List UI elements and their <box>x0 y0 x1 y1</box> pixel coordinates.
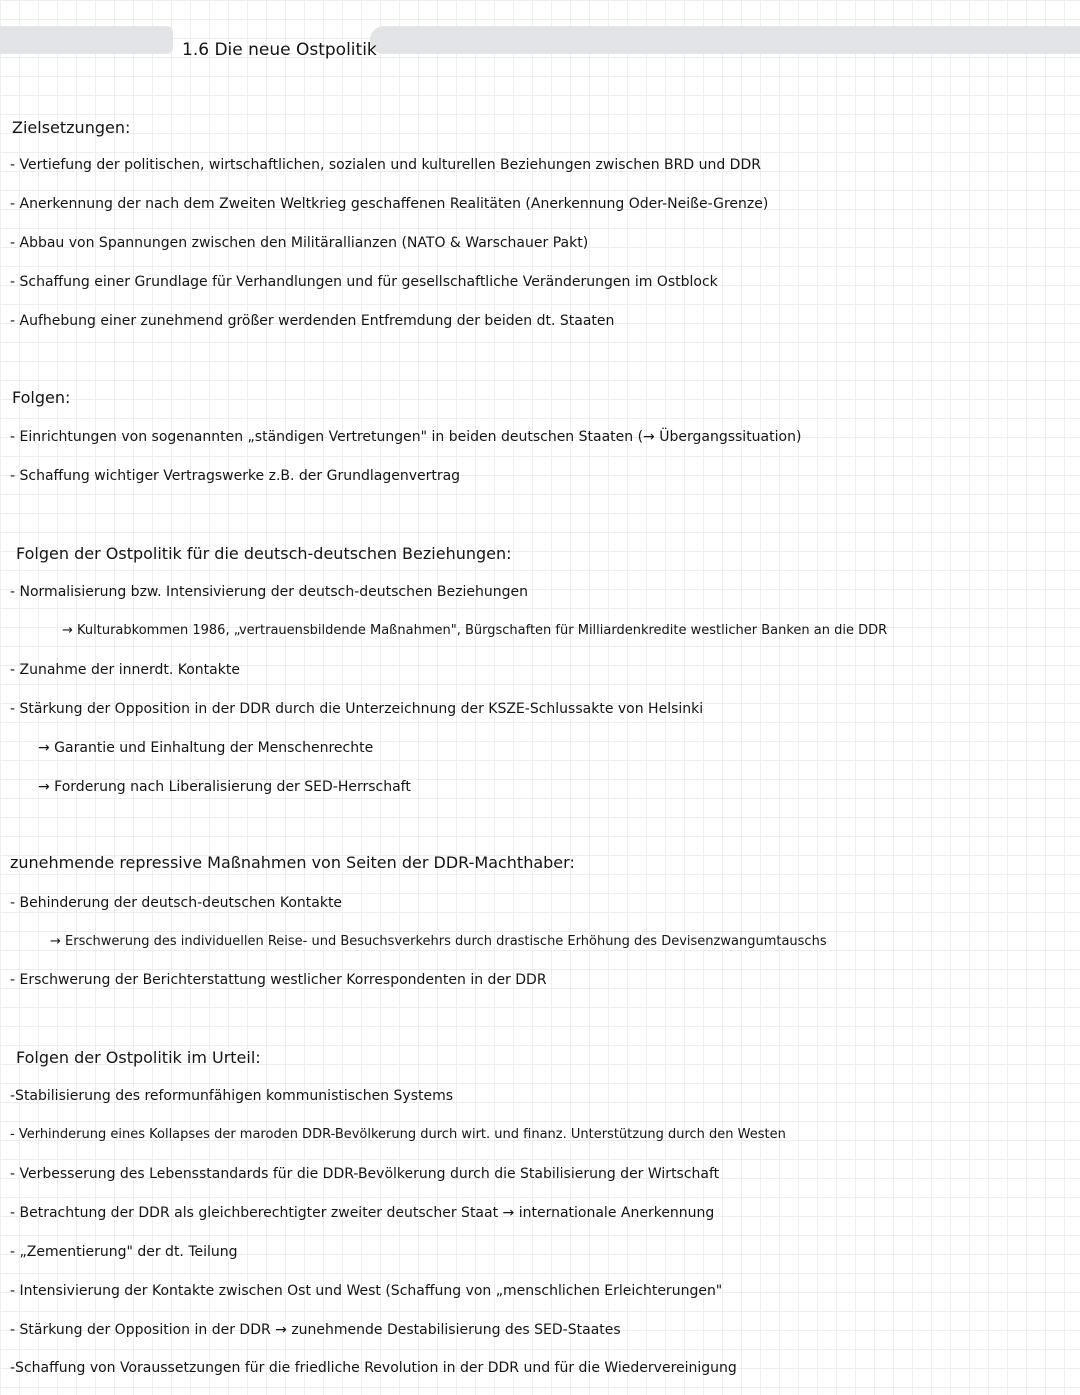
list-item: - Schaffung einer Grundlage für Verhandlungen und für gesellschaftliche Veränderungen im Ostblock <box>10 274 718 290</box>
header-bar-left <box>0 26 173 54</box>
list-item: -Schaffung von Voraussetzungen für die friedliche Revolution in der DDR und für die Wiedervereinigung <box>10 1360 737 1376</box>
header-bar-right <box>370 26 1080 54</box>
list-item: - Verbesserung des Lebensstandards für die DDR-Bevölkerung durch die Stabilisierung der Wirtschaft <box>10 1166 720 1182</box>
section-heading-repressive-massnahmen: zunehmende repressive Maßnahmen von Seiten der DDR-Machthaber: <box>10 853 575 872</box>
list-item: - Erschwerung der Berichterstattung westlicher Korrespondenten in der DDR <box>10 972 547 988</box>
section-heading-folgen: Folgen: <box>12 388 71 407</box>
list-item: -Stabilisierung des reformunfähigen kommunistischen Systems <box>10 1088 454 1104</box>
list-item: - Stärkung der Opposition in der DDR → zunehmende Destabilisierung des SED-Staates <box>10 1322 621 1338</box>
list-item: - Normalisierung bzw. Intensivierung der deutsch-deutschen Beziehungen <box>10 584 528 600</box>
list-item: - Stärkung der Opposition in der DDR durch die Unterzeichnung der KSZE-Schlussakte von Helsinki <box>10 701 704 717</box>
section-heading-urteil: Folgen der Ostpolitik im Urteil: <box>16 1048 261 1067</box>
page-title: 1.6 Die neue Ostpolitik <box>182 40 377 60</box>
list-subitem: → Forderung nach Liberalisierung der SED-Herrschaft <box>38 779 411 795</box>
section-heading-deutsch-deutsche-beziehungen: Folgen der Ostpolitik für die deutsch-deutschen Beziehungen: <box>16 544 512 563</box>
list-item: - Schaffung wichtiger Vertragswerke z.B. der Grundlagenvertrag <box>10 468 461 484</box>
list-item: - Vertiefung der politischen, wirtschaftlichen, sozialen und kulturellen Beziehungen zwischen BRD und DDR <box>10 157 761 173</box>
list-item: - Zunahme der innerdt. Kontakte <box>10 662 240 678</box>
list-item: - Einrichtungen von sogenannten „ständigen Vertretungen" in beiden deutschen Staaten (→ Übergangssituation) <box>10 429 802 445</box>
section-heading-zielsetzungen: Zielsetzungen: <box>12 118 131 137</box>
list-item: - Betrachtung der DDR als gleichberechtigter zweiter deutscher Staat → internationale Anerkennung <box>10 1205 715 1221</box>
list-item: - Verhinderung eines Kollapses der maroden DDR-Bevölkerung durch wirt. und finanz. Unterstützung durch den Westen <box>10 1127 786 1142</box>
list-item: - Abbau von Spannungen zwischen den Militärallianzen (NATO & Warschauer Pakt) <box>10 235 589 251</box>
list-item: - Behinderung der deutsch-deutschen Kontakte <box>10 895 343 911</box>
list-subitem: → Kulturabkommen 1986, „vertrauensbildende Maßnahmen", Bürgschaften für Milliardenkredite westlicher Banken an die DDR <box>62 623 888 638</box>
list-item: - „Zementierung" der dt. Teilung <box>10 1244 238 1260</box>
list-subitem: → Erschwerung des individuellen Reise- und Besuchsverkehrs durch drastische Erhöhung des Devisenzwangumtauschs <box>50 934 827 949</box>
list-item: - Anerkennung der nach dem Zweiten Weltkrieg geschaffenen Realitäten (Anerkennung Oder-Neiße-Grenze) <box>10 196 769 212</box>
list-item: - Intensivierung der Kontakte zwischen Ost und West (Schaffung von „menschlichen Erleichterungen" <box>10 1283 723 1299</box>
list-subitem: → Garantie und Einhaltung der Menschenrechte <box>38 740 374 756</box>
list-item: - Aufhebung einer zunehmend größer werdenden Entfremdung der beiden dt. Staaten <box>10 313 615 329</box>
